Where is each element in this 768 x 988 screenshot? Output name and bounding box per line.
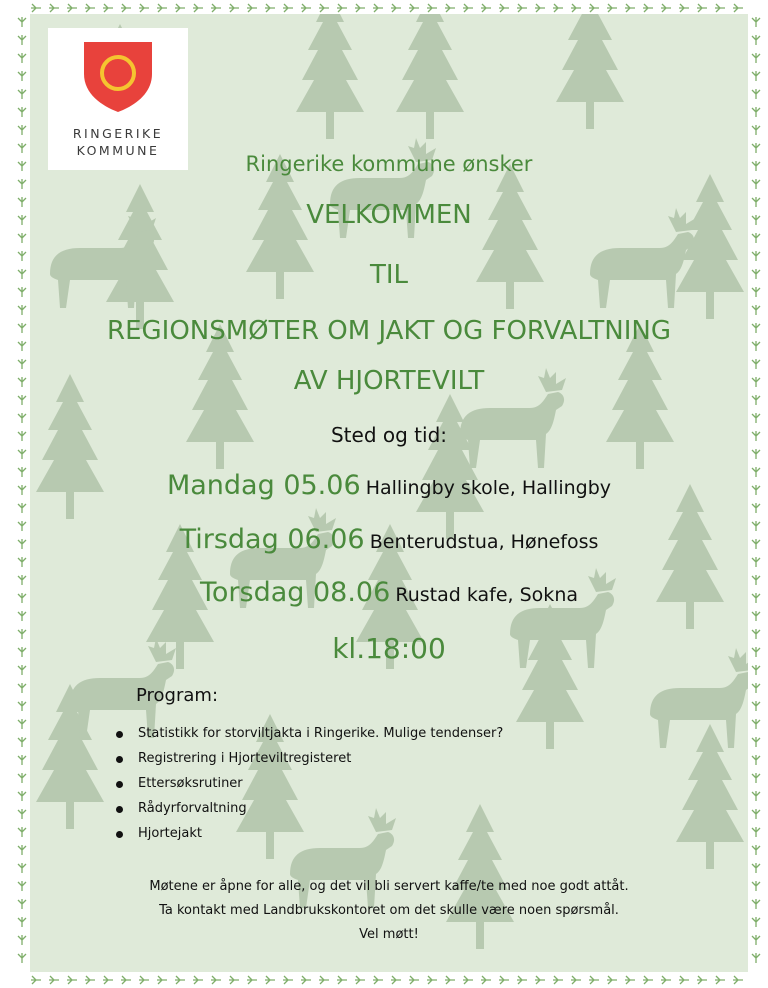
leaf-sprig-icon xyxy=(409,4,419,12)
leaf-sprig-icon xyxy=(697,4,707,12)
leaf-sprig-icon xyxy=(373,976,383,984)
leaf-sprig-icon xyxy=(18,665,26,675)
program-item-text: Statistikk for storviltjakta i Ringerike. Mulige tendenser? xyxy=(138,726,504,741)
leaf-sprig-icon xyxy=(427,4,437,12)
leaf-sprig-icon xyxy=(517,4,527,12)
leaf-sprig-icon xyxy=(157,976,167,984)
leaf-sprig-icon xyxy=(18,467,26,477)
leaf-sprig-icon xyxy=(661,976,671,984)
leaf-sprig-icon xyxy=(175,4,185,12)
leaf-sprig-icon xyxy=(535,4,545,12)
leaf-sprig-icon xyxy=(571,4,581,12)
footer-line3: Vel møtt! xyxy=(359,927,419,942)
leaf-sprig-icon xyxy=(18,449,26,459)
leaf-sprig-icon xyxy=(553,976,563,984)
leaf-sprig-icon xyxy=(445,4,455,12)
leaf-sprig-icon xyxy=(661,4,671,12)
logo-text-line2: KOMMUNE xyxy=(76,143,160,158)
leaf-sprig-icon xyxy=(625,4,635,12)
leaf-sprig-icon xyxy=(18,935,26,945)
bullet-icon xyxy=(116,806,123,813)
footer-line2: Ta kontakt med Landbrukskontoret om det skulle være noen spørsmål. xyxy=(159,903,619,918)
leaf-sprig-icon xyxy=(18,323,26,333)
leaf-sprig-icon xyxy=(752,395,760,405)
leaf-sprig-icon xyxy=(409,976,419,984)
leaf-sprig-icon xyxy=(49,4,59,12)
program-label: Program: xyxy=(136,685,219,706)
meeting-row xyxy=(30,577,748,608)
meeting-date: Torsdag 08.06 xyxy=(199,577,391,608)
leaf-sprig-icon xyxy=(18,791,26,801)
leaf-sprig-icon xyxy=(752,143,760,153)
leaf-sprig-icon xyxy=(752,107,760,117)
leaf-sprig-icon xyxy=(18,845,26,855)
leaf-sprig-icon xyxy=(18,593,26,603)
leaf-sprig-icon xyxy=(481,4,491,12)
leaf-sprig-icon xyxy=(67,4,77,12)
leaf-sprig-icon xyxy=(445,976,455,984)
leaf-sprig-icon xyxy=(752,881,760,891)
leaf-sprig-icon xyxy=(752,341,760,351)
leaf-sprig-icon xyxy=(319,976,329,984)
leaf-sprig-icon xyxy=(715,4,725,12)
leaf-sprig-icon xyxy=(18,863,26,873)
leaf-sprig-icon xyxy=(752,647,760,657)
leaf-sprig-icon xyxy=(18,143,26,153)
leaf-sprig-icon xyxy=(752,701,760,711)
leaf-sprig-icon xyxy=(18,485,26,495)
leaf-sprig-icon xyxy=(752,269,760,279)
coat-of-arms-icon xyxy=(80,38,156,114)
leaf-sprig-icon xyxy=(752,737,760,747)
leaf-sprig-icon xyxy=(18,197,26,207)
leaf-sprig-icon xyxy=(18,539,26,549)
leaf-sprig-icon xyxy=(121,4,131,12)
leaf-sprig-icon xyxy=(18,71,26,81)
leaf-sprig-icon xyxy=(715,976,725,984)
leaf-sprig-icon xyxy=(121,976,131,984)
leaf-sprig-icon xyxy=(18,53,26,63)
ringerike-kommune-logo xyxy=(48,28,188,170)
leaf-sprig-icon xyxy=(103,4,113,12)
leaf-sprig-icon xyxy=(571,976,581,984)
meeting-date: Tirsdag 06.06 xyxy=(179,524,365,555)
leaf-sprig-icon xyxy=(752,71,760,81)
leaf-sprig-icon xyxy=(18,773,26,783)
leaf-sprig-icon xyxy=(752,485,760,495)
title-line2: AV HJORTEVILT xyxy=(293,366,485,396)
leaf-sprig-icon xyxy=(373,4,383,12)
leaf-sprig-icon xyxy=(139,976,149,984)
leaf-sprig-icon xyxy=(18,701,26,711)
leaf-sprig-icon xyxy=(535,976,545,984)
leaf-sprig-icon xyxy=(643,4,653,12)
leaf-sprig-icon xyxy=(752,953,760,963)
leaf-sprig-icon xyxy=(265,4,275,12)
leaf-sprig-icon xyxy=(49,976,59,984)
leaf-sprig-icon xyxy=(18,287,26,297)
bullet-icon xyxy=(116,731,123,738)
leaf-sprig-icon xyxy=(752,449,760,459)
leaf-sprig-icon xyxy=(733,976,743,984)
leaf-sprig-icon xyxy=(607,976,617,984)
leaf-sprig-icon xyxy=(211,4,221,12)
leaf-sprig-icon xyxy=(139,4,149,12)
leaf-sprig-icon xyxy=(18,161,26,171)
leaf-sprig-icon xyxy=(625,976,635,984)
leaf-sprig-icon xyxy=(18,377,26,387)
leaf-sprig-icon xyxy=(752,305,760,315)
leaf-sprig-icon xyxy=(752,431,760,441)
program-item xyxy=(116,776,503,801)
program-item xyxy=(116,801,503,826)
leaf-sprig-icon xyxy=(18,611,26,621)
leaf-sprig-icon xyxy=(175,976,185,984)
leaf-sprig-icon xyxy=(752,233,760,243)
leaf-sprig-icon xyxy=(752,89,760,99)
leaf-sprig-icon xyxy=(752,539,760,549)
leaf-sprig-icon xyxy=(517,976,527,984)
leaf-sprig-icon xyxy=(733,4,743,12)
leaf-sprig-icon xyxy=(427,976,437,984)
leaf-sprig-icon xyxy=(752,593,760,603)
leaf-sprig-icon xyxy=(679,976,689,984)
leaf-sprig-icon xyxy=(337,4,347,12)
leaf-sprig-icon xyxy=(301,4,311,12)
leaf-sprig-icon xyxy=(31,4,41,12)
leaf-sprig-icon xyxy=(643,976,653,984)
leaf-sprig-icon xyxy=(193,4,203,12)
leaf-sprig-icon xyxy=(752,503,760,513)
program-list xyxy=(116,726,503,851)
leaf-sprig-icon xyxy=(18,125,26,135)
leaf-sprig-icon xyxy=(752,323,760,333)
leaf-sprig-icon xyxy=(752,251,760,261)
leaf-sprig-icon xyxy=(319,4,329,12)
leaf-sprig-icon xyxy=(752,899,760,909)
leaf-sprig-icon xyxy=(247,976,257,984)
leaf-sprig-icon xyxy=(18,881,26,891)
program-item xyxy=(116,726,503,751)
leaf-sprig-icon xyxy=(18,521,26,531)
program-item-text: Ettersøksrutiner xyxy=(138,776,243,791)
leaf-sprig-icon xyxy=(18,341,26,351)
bullet-icon xyxy=(116,831,123,838)
leaf-sprig-icon xyxy=(247,4,257,12)
program-item xyxy=(116,826,503,851)
leaf-sprig-icon xyxy=(18,35,26,45)
bullet-icon xyxy=(116,756,123,763)
leaf-sprig-icon xyxy=(18,809,26,819)
leaf-sprig-icon xyxy=(18,827,26,837)
leaf-sprig-icon xyxy=(752,377,760,387)
leaf-sprig-icon xyxy=(229,4,239,12)
leaf-sprig-icon xyxy=(18,305,26,315)
leaf-sprig-icon xyxy=(18,755,26,765)
program-item-text: Hjortejakt xyxy=(138,826,202,841)
leaf-sprig-icon xyxy=(18,269,26,279)
leaf-sprig-icon xyxy=(193,976,203,984)
leaf-sprig-icon xyxy=(752,215,760,225)
leaf-sprig-icon xyxy=(301,976,311,984)
leaf-sprig-icon xyxy=(752,719,760,729)
meeting-place: Hallingby skole, Hallingby xyxy=(365,477,612,499)
leaf-sprig-icon xyxy=(481,976,491,984)
leaf-sprig-icon xyxy=(752,935,760,945)
program-item-text: Registrering i Hjorteviltregisteret xyxy=(138,751,352,766)
leaf-sprig-icon xyxy=(752,863,760,873)
welcome-heading: VELKOMMEN xyxy=(306,200,472,230)
leaf-sprig-icon xyxy=(752,611,760,621)
meeting-place: Benterudstua, Hønefoss xyxy=(369,531,599,553)
leaf-sprig-icon xyxy=(67,976,77,984)
leaf-sprig-icon xyxy=(18,629,26,639)
leaf-sprig-icon xyxy=(18,107,26,117)
leaf-sprig-icon xyxy=(391,4,401,12)
greeting: Ringerike kommune ønsker xyxy=(245,152,533,176)
leaf-sprig-icon xyxy=(391,976,401,984)
leaf-sprig-icon xyxy=(18,647,26,657)
leaf-sprig-icon xyxy=(337,976,347,984)
title-line1: REGIONSMØTER OM JAKT OG FORVALTNING xyxy=(107,316,671,346)
leaf-sprig-icon xyxy=(589,976,599,984)
leaf-sprig-icon xyxy=(752,665,760,675)
leaf-sprig-icon xyxy=(18,953,26,963)
leaf-sprig-icon xyxy=(265,976,275,984)
leaf-sprig-icon xyxy=(18,17,26,27)
leaf-sprig-icon xyxy=(463,976,473,984)
leaf-sprig-icon xyxy=(463,4,473,12)
leaf-sprig-icon xyxy=(752,629,760,639)
leaf-sprig-icon xyxy=(18,575,26,585)
meeting-place: Rustad kafe, Sokna xyxy=(395,584,578,606)
leaf-sprig-icon xyxy=(18,233,26,243)
leaf-sprig-icon xyxy=(355,976,365,984)
leaf-sprig-icon xyxy=(18,179,26,189)
leaf-sprig-icon xyxy=(752,521,760,531)
leaf-sprig-icon xyxy=(752,125,760,135)
leaf-sprig-icon xyxy=(752,575,760,585)
leaf-sprig-icon xyxy=(752,161,760,171)
leaf-sprig-icon xyxy=(18,719,26,729)
leaf-sprig-icon xyxy=(18,251,26,261)
leaf-sprig-icon xyxy=(752,413,760,423)
leaf-sprig-icon xyxy=(752,35,760,45)
bullet-icon xyxy=(116,781,123,788)
leaf-sprig-icon xyxy=(697,976,707,984)
leaf-sprig-icon xyxy=(752,359,760,369)
leaf-sprig-icon xyxy=(211,976,221,984)
leaf-sprig-icon xyxy=(499,976,509,984)
to-heading: TIL xyxy=(369,260,409,290)
leaf-sprig-icon xyxy=(752,17,760,27)
leaf-sprig-icon xyxy=(18,737,26,747)
leaf-sprig-icon xyxy=(85,4,95,12)
meeting-date: Mandag 05.06 xyxy=(166,470,361,501)
leaf-sprig-icon xyxy=(18,395,26,405)
leaf-sprig-icon xyxy=(752,287,760,297)
leaf-sprig-icon xyxy=(752,179,760,189)
leaf-sprig-icon xyxy=(752,917,760,927)
leaf-sprig-icon xyxy=(18,431,26,441)
leaf-sprig-icon xyxy=(18,215,26,225)
meeting-time: kl.18:00 xyxy=(332,632,446,665)
leaf-sprig-icon xyxy=(752,467,760,477)
program-item-text: Rådyrforvaltning xyxy=(138,801,247,816)
leaf-sprig-icon xyxy=(18,413,26,423)
leaf-sprig-icon xyxy=(31,976,41,984)
leaf-sprig-icon xyxy=(752,53,760,63)
leaf-sprig-icon xyxy=(752,809,760,819)
leaf-sprig-icon xyxy=(18,899,26,909)
leaf-sprig-icon xyxy=(103,976,113,984)
leaf-sprig-icon xyxy=(157,4,167,12)
leaf-sprig-icon xyxy=(679,4,689,12)
leaf-sprig-icon xyxy=(752,557,760,567)
leaf-sprig-icon xyxy=(283,4,293,12)
leaf-sprig-icon xyxy=(18,683,26,693)
leaf-sprig-icon xyxy=(355,4,365,12)
leaf-sprig-icon xyxy=(752,827,760,837)
leaf-sprig-icon xyxy=(752,197,760,207)
leaf-sprig-icon xyxy=(18,503,26,513)
leaf-sprig-icon xyxy=(752,845,760,855)
leaf-sprig-icon xyxy=(18,359,26,369)
leaf-sprig-icon xyxy=(229,976,239,984)
meeting-row xyxy=(30,524,748,555)
footer-line1: Møtene er åpne for alle, og det vil bli servert kaffe/te med noe godt attåt. xyxy=(149,879,629,894)
leaf-sprig-icon xyxy=(752,683,760,693)
leaf-sprig-icon xyxy=(85,976,95,984)
leaf-sprig-icon xyxy=(18,917,26,927)
leaf-sprig-icon xyxy=(752,791,760,801)
logo-text-line1: RINGERIKE xyxy=(72,126,164,141)
leaf-sprig-icon xyxy=(607,4,617,12)
leaf-sprig-icon xyxy=(553,4,563,12)
program-item xyxy=(116,751,503,776)
leaf-sprig-icon xyxy=(752,773,760,783)
leaf-sprig-icon xyxy=(283,976,293,984)
leaf-sprig-icon xyxy=(589,4,599,12)
schedule-label: Sted og tid: xyxy=(330,423,447,447)
leaf-sprig-icon xyxy=(752,755,760,765)
meeting-row xyxy=(30,470,748,501)
leaf-sprig-icon xyxy=(18,557,26,567)
leaf-sprig-icon xyxy=(499,4,509,12)
leaf-sprig-icon xyxy=(18,89,26,99)
